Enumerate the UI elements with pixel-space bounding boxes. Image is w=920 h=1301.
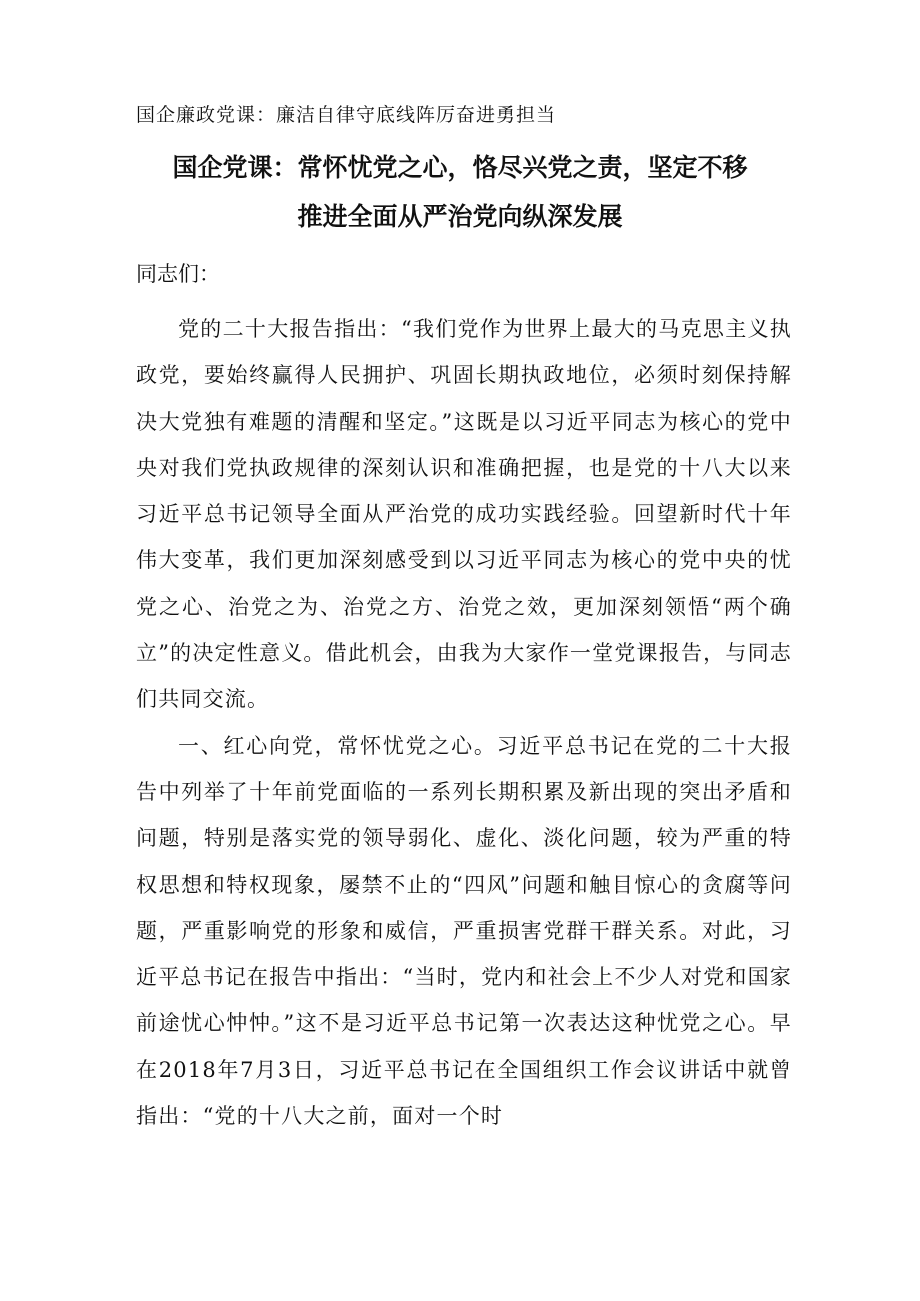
document-header: 国企廉政党课：廉洁自律守底线阵厉奋进勇担当 xyxy=(136,104,557,126)
paragraph-2: 一、红心向党，常怀忧党之心。习近平总书记在党的二十大报告中列举了十年前党面临的一系列长期积累及新出现的突出矛盾和问题，特别是落实党的领导弱化、虚化、淡化问题，较为严重的特权思想和特权现象，屡禁不止的“四风”问题和触目惊心的贪腐等问题，严重影响党的形象和威信，严重损害党群干群关系。对此，习近平总书记在报告中指出：“当时，党内和社会上不少人对党和国家前途忧心忡忡。”这不是习近平总书记第一次表达这种忧党之心。早在2018年7月3日，习近平总书记在全国组织工作会议讲话中就曾指出：“党的十八大之前，面对一个时 xyxy=(136,733,792,1129)
salutation: 同志们： xyxy=(136,262,220,286)
document-title-line-1: 国企党课：常怀忧党之心，恪尽兴党之责，坚定不移 xyxy=(172,153,748,182)
document-title-line-2: 推进全面从严治党向纵深发展 xyxy=(297,202,623,231)
document-body xyxy=(136,306,792,1139)
paragraph-1: 党的二十大报告指出：“我们党作为世界上最大的马克思主义执政党，要始终赢得人民拥护、巩固长期执政地位，必须时刻保持解决大党独有难题的清醒和坚定。”这既是以习近平同志为核心的党中央对我们党执政规律的深刻认识和准确把握，也是党的十八大以来习近平总书记领导全面从严治党的成功实践经验。回望新时代十年伟大变革，我们更加深刻感受到以习近平同志为核心的党中央的忧党之心、治党之为、治党之方、治党之效，更加深刻领悟“两个确立”的决定性意义。借此机会，由我为大家作一堂党课报告，与同志们共同交流。 xyxy=(136,317,792,712)
